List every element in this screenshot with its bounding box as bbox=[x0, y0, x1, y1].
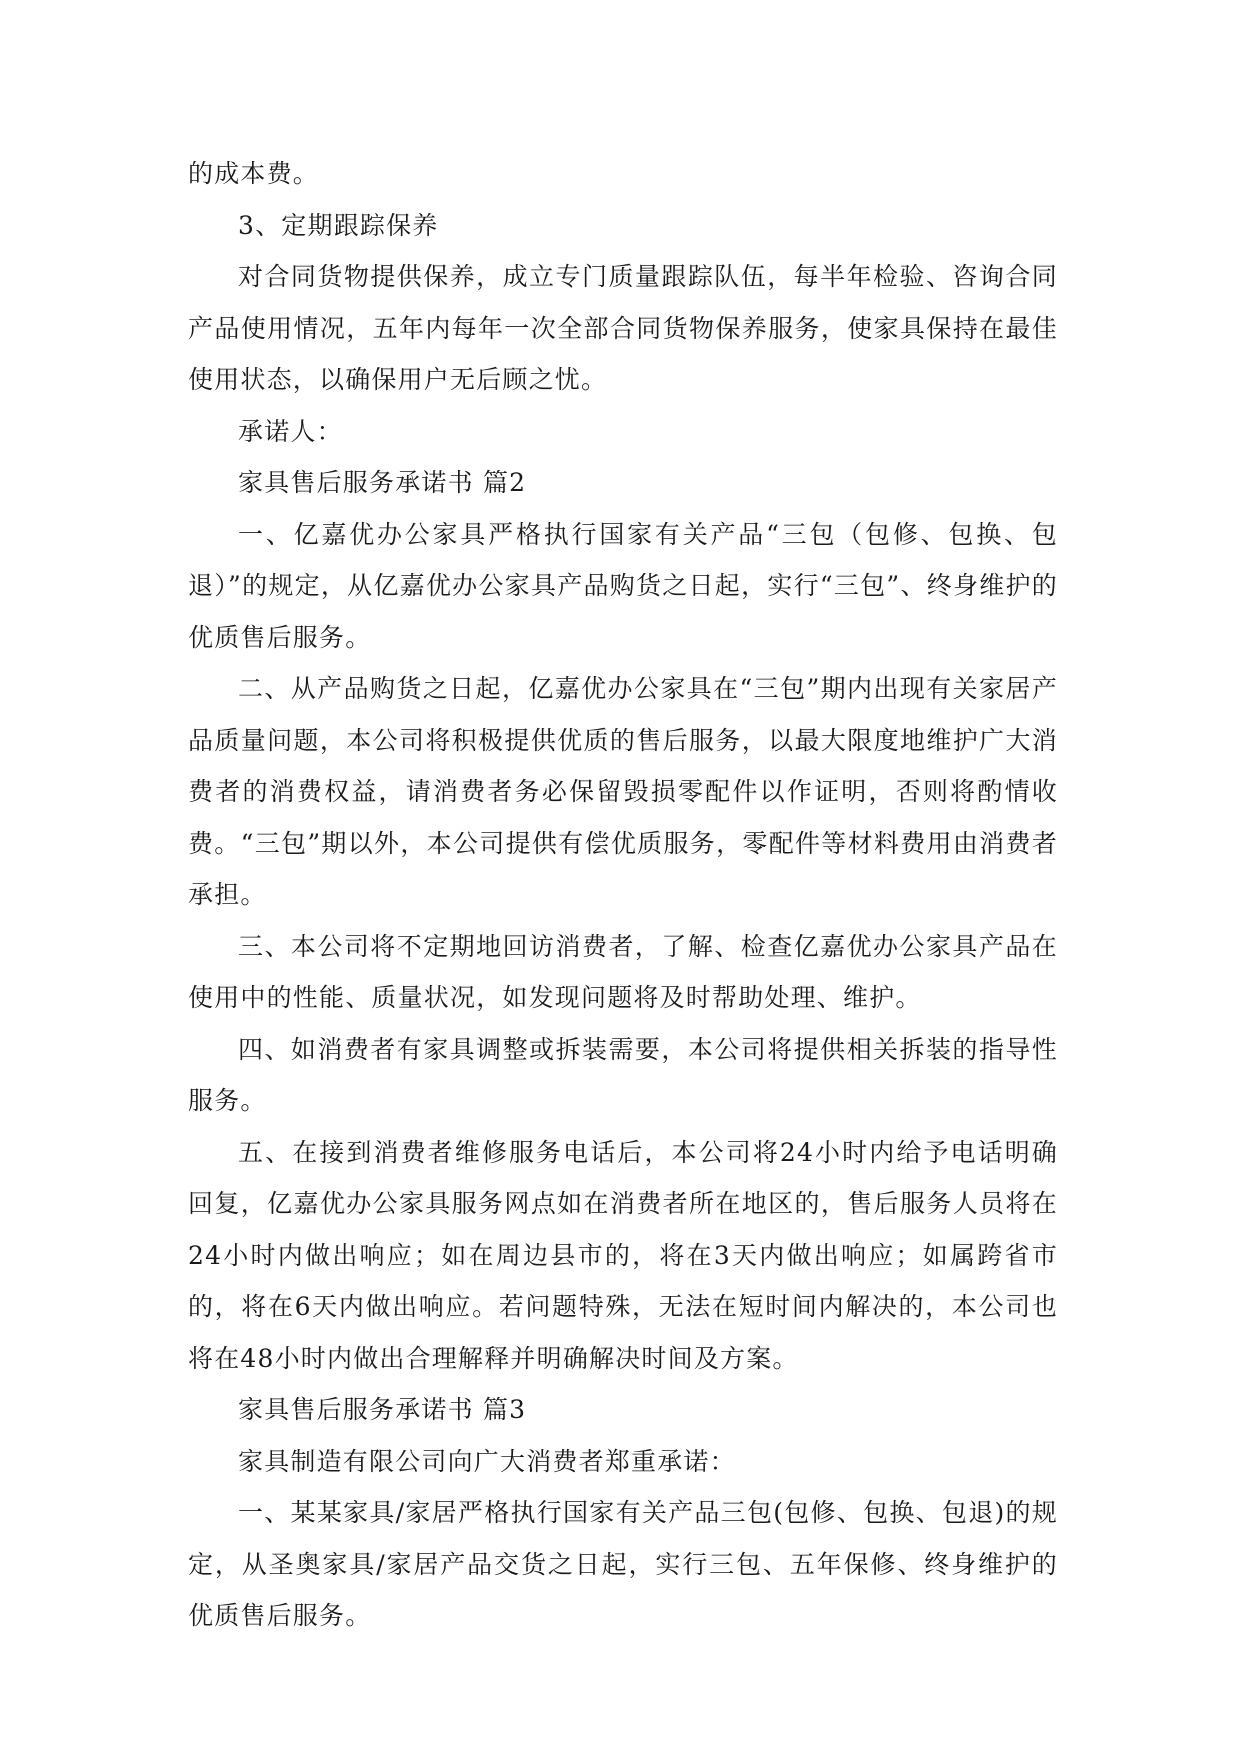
paragraph-maintenance: 对合同货物提供保养，成立专门质量跟踪队伍，每半年检验、咨询合同产品使用情况，五年内每年一次全部合同货物保养服务，使家具保持在最佳使用状态，以确保用户无后顾之忧。 bbox=[188, 262, 1058, 394]
paragraph-continuation: 的成本费。 bbox=[188, 159, 320, 188]
paragraph-item-4: 四、如消费者有家具调整或拆装需要，本公司将提供相关拆装的指导性服务。 bbox=[188, 1034, 1058, 1115]
paragraph-item-2: 二、从产品购货之日起，亿嘉优办公家具在“三包”期内出现有关家居产品质量问题，本公司将积极提供优质的售后服务，以最大限度地维护广大消费者的消费权益，请消费者务必保留毁损零配件以作证明，否则将酌情收费。“三包”期以外，本公司提供有偿优质服务，零配件等材料费用由消费者承担。 bbox=[188, 674, 1058, 909]
paragraph-pledge-item-1: 一、某某家具/家居严格执行国家有关产品三包(包修、包换、包退)的规定，从圣奥家具/家居产品交货之日起，实行三包、五年保修、终身维护的优质售后服务。 bbox=[188, 1498, 1058, 1630]
signature-label: 承诺人： bbox=[238, 416, 343, 446]
section-heading-maintenance: 3、定期跟踪保养 bbox=[238, 210, 439, 240]
paragraph-item-3: 三、本公司将不定期地回访消费者，了解、检查亿嘉优办公家具产品在使用中的性能、质量状况，如发现问题将及时帮助处理、维护。 bbox=[188, 931, 1058, 1012]
paragraph-item-1: 一、亿嘉优办公家具严格执行国家有关产品“三包（包修、包换、包退）”的规定，从亿嘉优办公家具产品购货之日起，实行“三包”、终身维护的优质售后服务。 bbox=[188, 519, 1058, 652]
paragraph-item-5: 五、在接到消费者维修服务电话后，本公司将24小时内给予电话明确回复，亿嘉优办公家具服务网点如在消费者所在地区的，售后服务人员将在24小时内做出响应；如在周边县市的，将在3天内做出响应；如属跨省市的，将在6天内做出响应。若问题特殊，无法在短时间内解决的，本公司也将在48小时内做出合理解释并明确解决时间及方案。 bbox=[188, 1137, 1058, 1373]
section-title-part-3: 家具售后服务承诺书 篇3 bbox=[238, 1395, 527, 1424]
document-body bbox=[188, 148, 1058, 1642]
paragraph-pledge-intro: 家具制造有限公司向广大消费者郑重承诺： bbox=[238, 1446, 736, 1476]
section-title-part-2: 家具售后服务承诺书 篇2 bbox=[238, 468, 527, 497]
